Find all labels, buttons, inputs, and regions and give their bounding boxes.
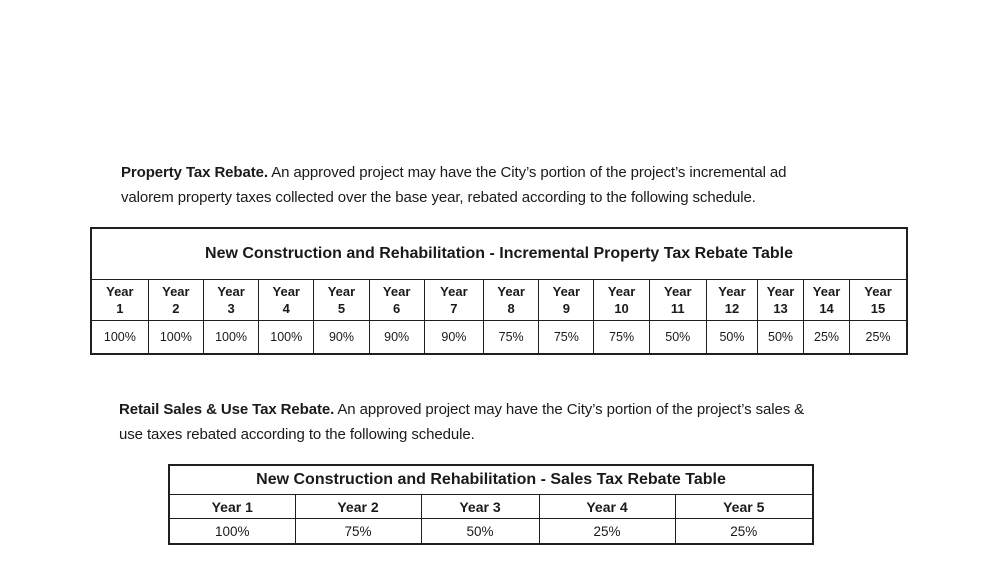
property-table-year-header <box>649 280 706 321</box>
year-number: 1 <box>116 301 124 316</box>
year-label: Year <box>607 284 636 299</box>
year-label: Year <box>812 284 841 299</box>
property-table-year-header <box>148 280 203 321</box>
property-table-rebate-value: 90% <box>369 321 424 355</box>
year-number: 3 <box>227 301 235 316</box>
property-table-rebate-value: 50% <box>706 321 757 355</box>
property-table-rebate-value: 50% <box>649 321 706 355</box>
year-number: 11 <box>670 301 685 316</box>
property-table-year-header <box>91 280 148 321</box>
property-table-rebate-value: 75% <box>594 321 649 355</box>
sales-table-value-row <box>169 519 813 545</box>
property-table-year-header <box>758 280 804 321</box>
year-number: 4 <box>282 301 290 316</box>
property-table-rebate-value: 90% <box>424 321 483 355</box>
property-tax-body-line1: An approved project may have the City’s portion of the project’s incremental ad <box>267 164 787 181</box>
sales-table-year-header: Year 4 <box>539 495 675 519</box>
year-label: Year <box>497 284 525 299</box>
property-tax-paragraph <box>121 160 881 210</box>
property-tax-rebate-table <box>90 227 908 355</box>
property-table-year-header <box>369 280 424 321</box>
property-table-year-header <box>259 280 314 321</box>
property-table-value-row <box>91 321 907 355</box>
sales-tax-body-line1: An approved project may have the City’s portion of the project’s sales & <box>334 401 805 418</box>
year-label: Year <box>327 284 356 299</box>
property-table-rebate-value: 90% <box>314 321 369 355</box>
sales-table-rebate-value: 75% <box>295 519 421 545</box>
sales-tax-paragraph <box>119 397 879 447</box>
year-label: Year <box>272 284 300 299</box>
year-number: 12 <box>724 301 740 316</box>
sales-table-rebate-value: 100% <box>169 519 295 545</box>
year-number: 6 <box>393 301 401 316</box>
property-table-year-header <box>314 280 369 321</box>
property-table-year-header <box>539 280 594 321</box>
property-table-rebate-value: 100% <box>203 321 258 355</box>
property-table-year-header <box>484 280 539 321</box>
year-label: Year <box>217 284 245 299</box>
property-table-rebate-value: 25% <box>850 321 907 355</box>
year-number: 15 <box>870 301 886 316</box>
sales-table-year-header: Year 1 <box>169 495 295 519</box>
property-table-rebate-value: 75% <box>539 321 594 355</box>
property-table-year-header <box>203 280 258 321</box>
year-number: 10 <box>614 301 629 316</box>
sales-tax-rebate-table <box>168 464 814 545</box>
sales-tax-body-line2: use taxes rebated according to the following schedule. <box>119 426 475 443</box>
year-label: Year <box>440 284 468 299</box>
year-label: Year <box>718 284 746 299</box>
property-tax-heading: Property Tax Rebate. <box>121 164 268 181</box>
property-table-rebate-value: 75% <box>484 321 539 355</box>
sales-table-rebate-value: 25% <box>539 519 675 545</box>
property-table-year-header <box>804 280 850 321</box>
sales-table-year-header: Year 2 <box>295 495 421 519</box>
sales-table-year-header: Year 3 <box>421 495 539 519</box>
property-table-rebate-value: 100% <box>259 321 314 355</box>
sales-table-rebate-value: 25% <box>675 519 813 545</box>
year-number: 5 <box>337 301 346 316</box>
property-tax-body-line2: valorem property taxes collected over the base year, rebated according to the following schedule. <box>121 189 756 206</box>
sales-table-header-row <box>169 495 813 519</box>
year-label: Year <box>382 284 411 299</box>
sales-tax-heading: Retail Sales & Use Tax Rebate. <box>119 401 335 418</box>
property-table-year-header <box>424 280 483 321</box>
year-label: Year <box>864 284 892 299</box>
year-label: Year <box>162 284 190 299</box>
property-table-header-row <box>91 280 907 321</box>
sales-table-year-header: Year 5 <box>675 495 813 519</box>
year-label: Year <box>766 284 795 299</box>
property-table-rebate-value: 25% <box>804 321 850 355</box>
sales-table-rebate-value: 50% <box>421 519 539 545</box>
property-table-rebate-value: 50% <box>758 321 804 355</box>
year-number: 9 <box>562 301 570 316</box>
year-label: Year <box>664 284 692 299</box>
year-number: 7 <box>450 301 458 316</box>
property-table-year-header <box>706 280 757 321</box>
property-table-year-header <box>594 280 649 321</box>
year-label: Year <box>552 284 581 299</box>
year-number: 8 <box>507 301 515 316</box>
year-number: 14 <box>819 301 834 316</box>
year-number: 13 <box>773 301 788 316</box>
property-table-title: New Construction and Rehabilitation - Incremental Property Tax Rebate Table <box>91 228 907 280</box>
property-table-year-header <box>850 280 907 321</box>
sales-table-title: New Construction and Rehabilitation - Sales Tax Rebate Table <box>169 465 813 495</box>
year-label: Year <box>106 284 134 299</box>
property-table-rebate-value: 100% <box>91 321 148 355</box>
property-table-rebate-value: 100% <box>148 321 203 355</box>
year-number: 2 <box>172 301 180 316</box>
